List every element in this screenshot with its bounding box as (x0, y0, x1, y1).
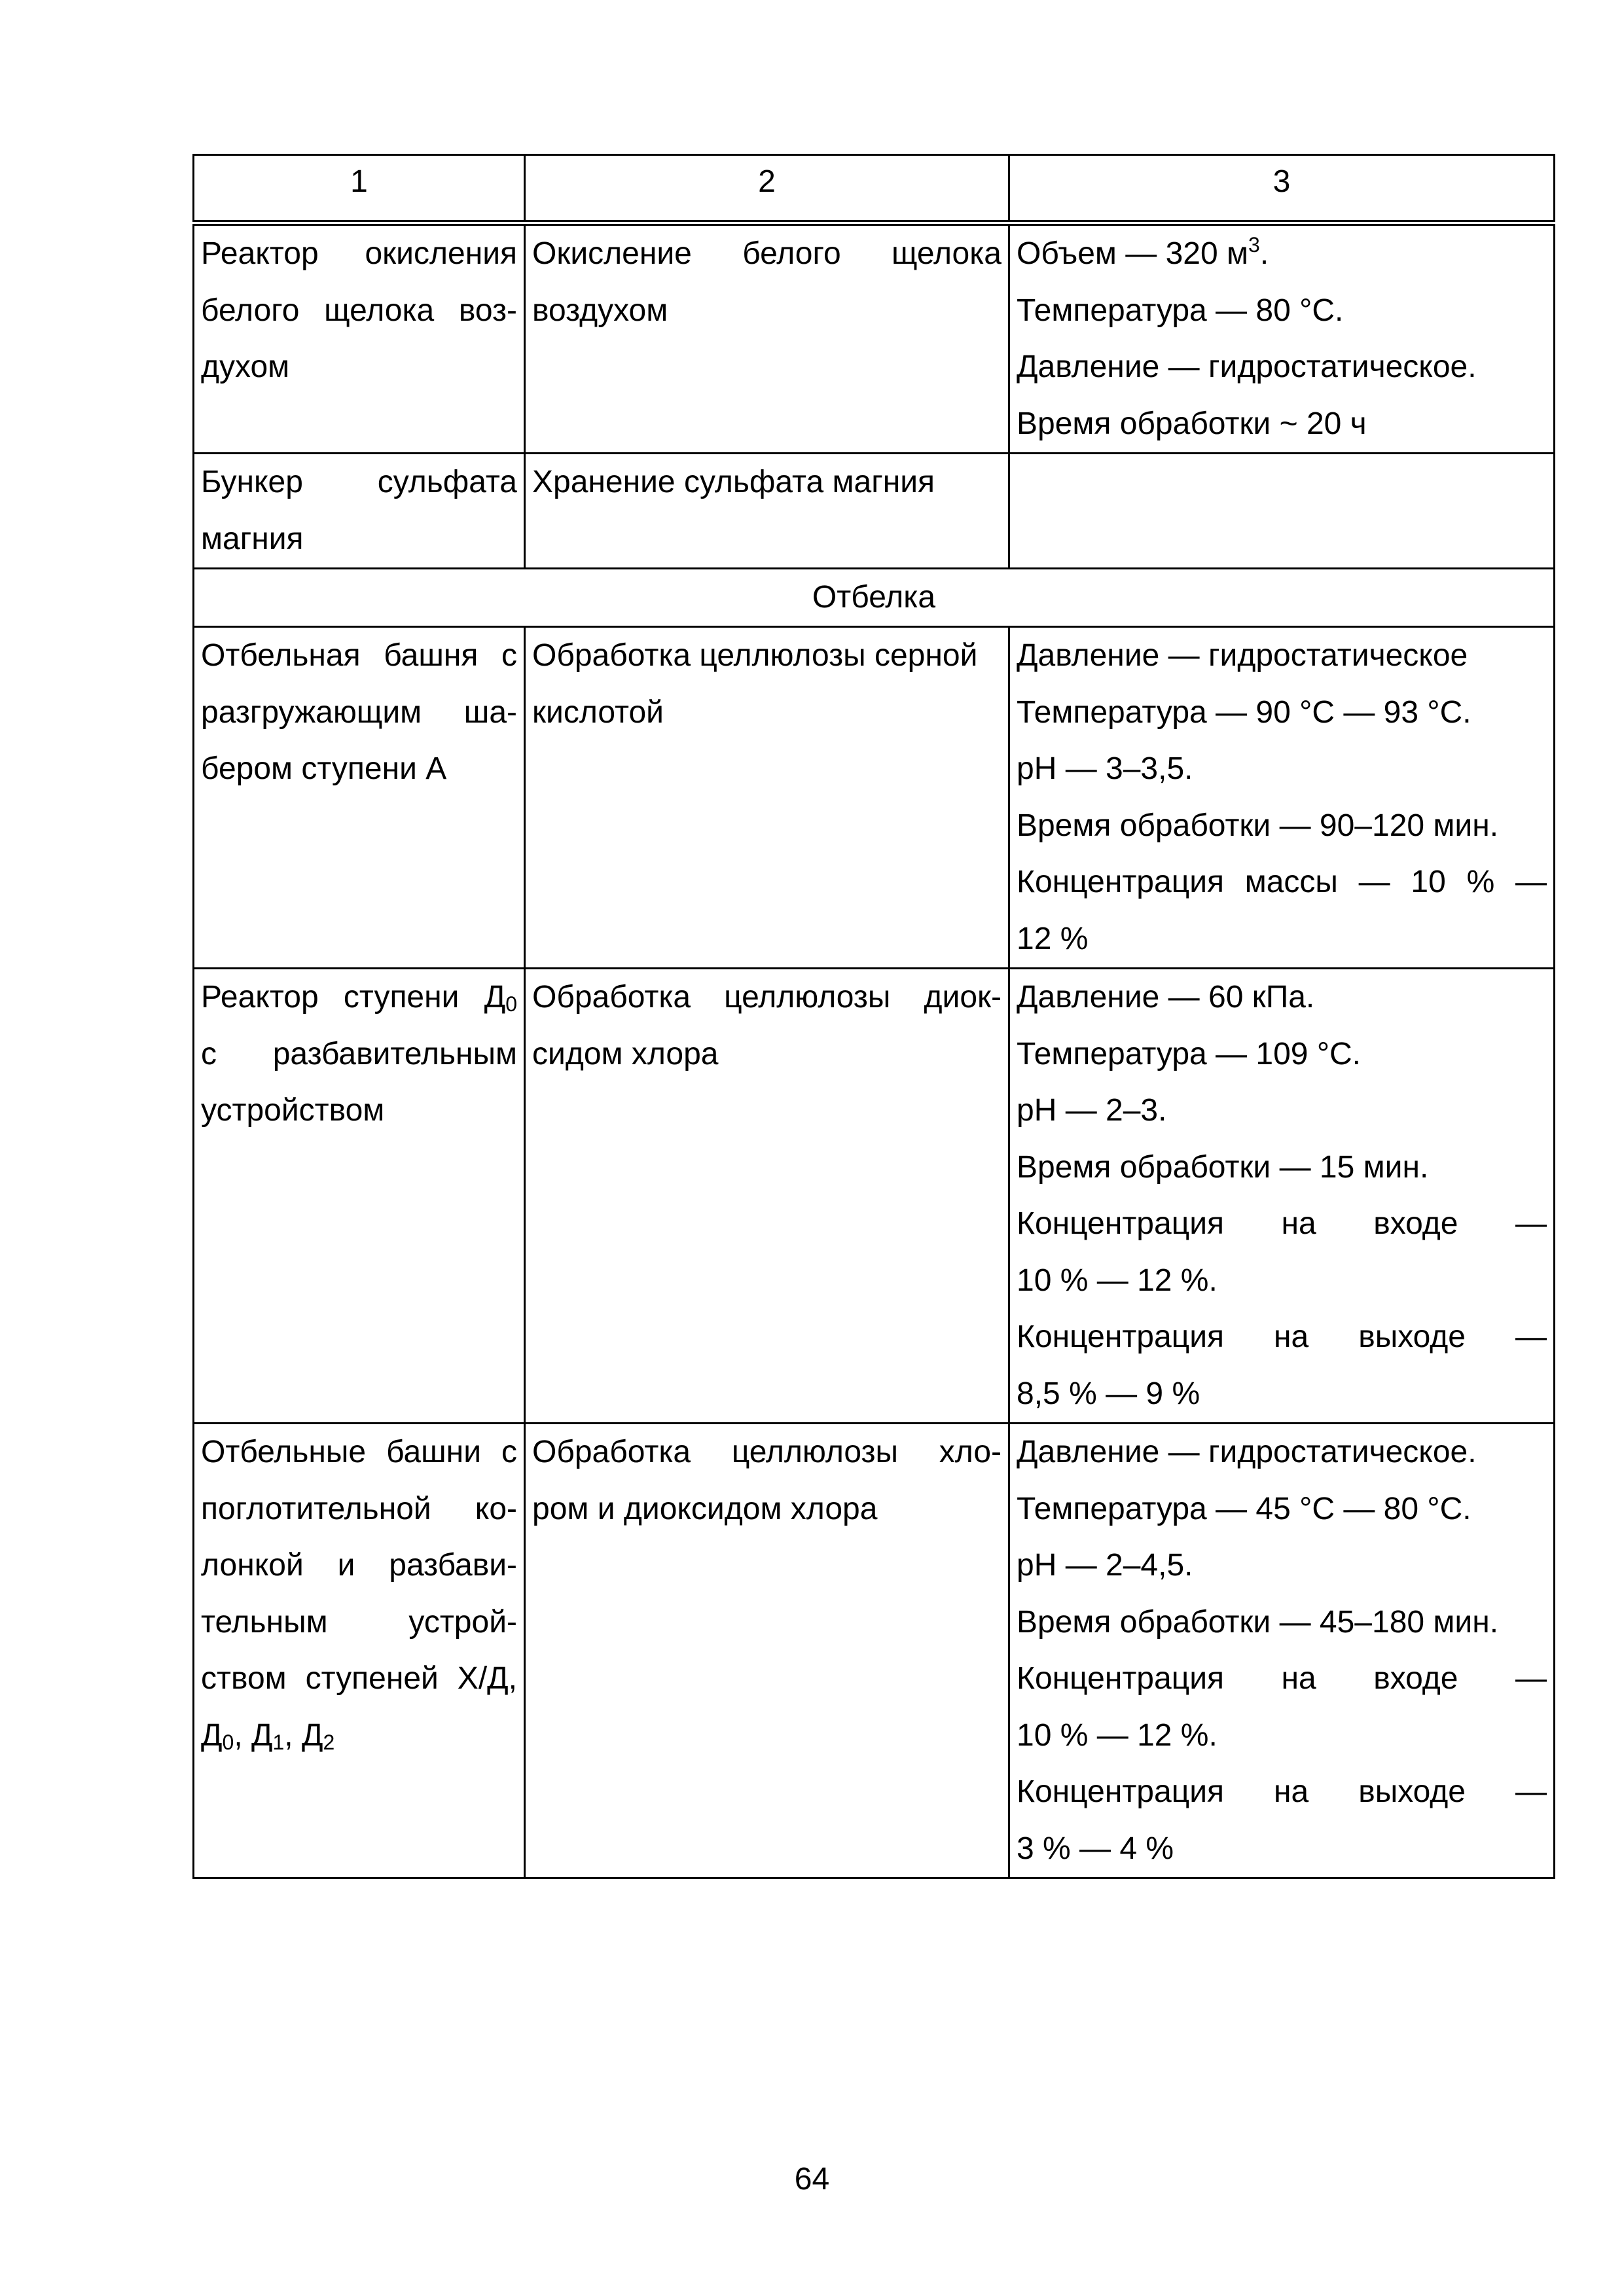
purpose-cell: Окисление белого щелока воздухом (525, 223, 1009, 454)
header-cell-1: 1 (194, 155, 525, 223)
purpose-cell: Обработка целлюлозы диок- сидом хлора (525, 969, 1009, 1424)
parameters-cell: Объем — 320 $м^3$. Температура — 80 °С. Давление — гидростатическое. Время обработки ~ 20 ч (1009, 223, 1555, 454)
purpose-cell: Обработка целлюлозы хло- ром и диоксидом хлора (525, 1424, 1009, 1878)
parameters-cell (1009, 454, 1555, 569)
page-number: 64 (794, 2162, 830, 2197)
parameters-cell: Давление — гидростатическое. Температура — 45 °С — 80 °С. pH — 2–4,5. Время обработки — 45–180 мин. Концентрация на входе — 10 % — 12 %. Концентрация на выходе — 3 % — 4 % (1009, 1424, 1555, 1878)
header-cell-2: 2 (525, 155, 1009, 223)
parameters-cell: Давление — 60 кПа. Температура — 109 °С. pH — 2–3. Время обработки — 15 мин. Концентрация на входе — 10 % — 12 %. Концентрация на выходе — 8,5 % — 9 % (1009, 969, 1555, 1424)
equipment-cell: Реактор ступени $Д_0$ с разбавительным устройством (194, 969, 525, 1424)
table-header-row (194, 155, 1555, 223)
equipment-cell: Реактор окисления белого щелока воз- духом (194, 223, 525, 454)
table-row (194, 969, 1555, 1424)
process-table (192, 154, 1555, 1879)
purpose-cell: Хранение сульфата магния (525, 454, 1009, 569)
section-title: Отбелка (194, 569, 1555, 627)
header-cell-3: 3 (1009, 155, 1555, 223)
equipment-cell: Бункер сульфата магния (194, 454, 525, 569)
parameters-cell: Давление — гидростатическое Температура — 90 °С — 93 °С. pH — 3–3,5. Время обработки — 90–120 мин. Концентрация массы — 10 % — 12 % (1009, 627, 1555, 969)
purpose-cell: Обработка целлюлозы серной кислотой (525, 627, 1009, 969)
equipment-cell: Отбельные башни с поглотительной ко- лонкой и разбави- тельным устрой- ством ступеней Х/Д, $Д_0$, $Д_1$, $Д_2$ (194, 1424, 525, 1878)
table-row (194, 223, 1555, 454)
table-row (194, 627, 1555, 969)
section-row (194, 569, 1555, 627)
equipment-cell: Отбельная башня с разгружающим ша- бером ступени А (194, 627, 525, 969)
table-row (194, 454, 1555, 569)
table-row (194, 1424, 1555, 1878)
